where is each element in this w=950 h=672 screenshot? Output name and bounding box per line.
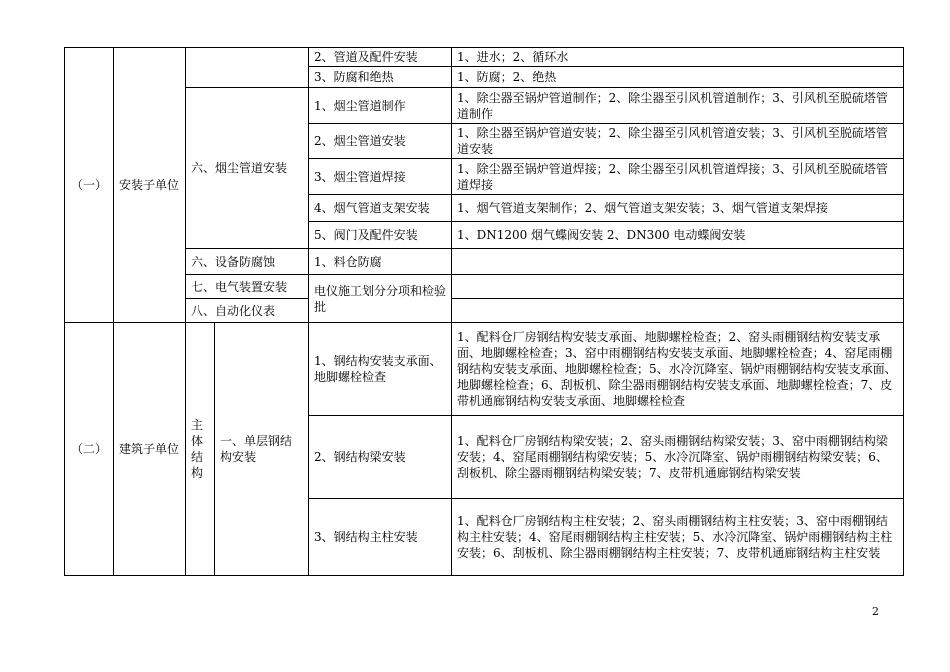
subitem-cell: 1、烟尘管道制作: [309, 88, 452, 124]
subitem-cell: 3、钢结构主柱安装: [309, 499, 452, 576]
table-row: [65, 299, 904, 323]
part-cell: 一、单层钢结构安装: [215, 323, 309, 576]
section-unit-2: 建筑子单位: [114, 323, 186, 576]
subitem-cell: 1、钢结构安装支承面、地脚螺栓检查: [309, 323, 452, 416]
detail-cell: [452, 275, 904, 299]
subitem-cell: 2、烟尘管道安装: [309, 124, 452, 159]
detail-cell: 1、除尘器至锅炉管道焊接；2、除尘器至引风机管道焊接；3、引风机至脱硫塔管道焊接: [452, 159, 904, 195]
subsection-cell: 主体结构: [186, 323, 215, 576]
subitem-cell: 3、防腐和绝热: [309, 67, 452, 88]
subitem-cell: 2、管道及配件安装: [309, 48, 452, 67]
detail-cell: 1、进水；2、循环水: [452, 48, 904, 67]
group-cell: 七、电气装置安装: [186, 275, 309, 299]
detail-cell: 1、配料仓厂房钢结构梁安装；2、窑头雨棚钢结构梁安装；3、窑中雨棚钢结构梁安装；4、窑尾雨棚钢结构梁安装；5、水冷沉降室、锅炉雨棚钢结构梁安装；6、刮板机、除尘器雨棚钢结构梁安装；7、皮带机通廊钢结构梁安装: [452, 416, 904, 499]
table-row: [65, 48, 904, 67]
group-cell: 六、设备防腐蚀: [186, 249, 309, 275]
table-row: [65, 249, 904, 275]
page-number: 2: [872, 605, 879, 618]
blank-cell: [186, 48, 309, 88]
section-unit-1: 安装子单位: [114, 48, 186, 323]
detail-cell: 1、除尘器至锅炉管道安装；2、除尘器至引风机管道安装；3、引风机至脱硫塔管道安装: [452, 124, 904, 159]
table-row: [65, 323, 904, 416]
subitem-cell: 3、烟尘管道焊接: [309, 159, 452, 195]
section-number-2: （二）: [65, 323, 114, 576]
group-cell-flue: 六、烟尘管道安装: [186, 88, 309, 249]
subitem-cell: 5、阀门及配件安装: [309, 222, 452, 249]
subitem-cell: 电仪施工划分分项和检验批: [309, 275, 452, 323]
subitem-cell: 1、料仓防腐: [309, 249, 452, 275]
detail-cell: 1、DN1200 烟气蝶阀安装 2、DN300 电动蝶阀安装: [452, 222, 904, 249]
table-row: [65, 275, 904, 299]
detail-cell: 1、除尘器至锅炉管道制作；2、除尘器至引风机管道制作；3、引风机至脱硫塔管道制作: [452, 88, 904, 124]
group-cell: 八、自动化仪表: [186, 299, 309, 323]
subitem-cell: 4、烟气管道支架安装: [309, 195, 452, 222]
section-number-1: （一）: [65, 48, 114, 323]
detail-cell: 1、配料仓厂房钢结构安装支承面、地脚螺栓检查；2、窑头雨棚钢结构安装支承面、地脚螺栓检查；3、窑中雨棚钢结构安装支承面、地脚螺栓检查；4、窑尾雨棚钢结构安装支承面、地脚螺栓检查；5、水冷沉降室、锅炉雨棚钢结构安装支承面、地脚螺栓检查；6、刮板机、除尘器雨棚钢结构安装支承面、地脚螺栓检查；7、皮带机通廊钢结构安装支承面、地脚螺栓检查: [452, 323, 904, 416]
detail-cell: 1、配料仓厂房钢结构主柱安装；2、窑头雨棚钢结构主柱安装；3、窑中雨棚钢结构主柱安装；4、窑尾雨棚钢结构主柱安装；5、水冷沉降室、锅炉雨棚钢结构主柱安装；6、刮板机、除尘器雨棚钢结构主柱安装；7、皮带机通廊钢结构主柱安装: [452, 499, 904, 576]
detail-cell: 1、烟气管道支架制作；2、烟气管道支架安装；3、烟气管道支架焊接: [452, 195, 904, 222]
detail-cell: 1、防腐；2、绝热: [452, 67, 904, 88]
detail-cell: [452, 299, 904, 323]
table-row: [65, 88, 904, 124]
detail-cell: [452, 249, 904, 275]
subitem-cell: 2、钢结构梁安装: [309, 416, 452, 499]
work-breakdown-table: [64, 47, 904, 576]
